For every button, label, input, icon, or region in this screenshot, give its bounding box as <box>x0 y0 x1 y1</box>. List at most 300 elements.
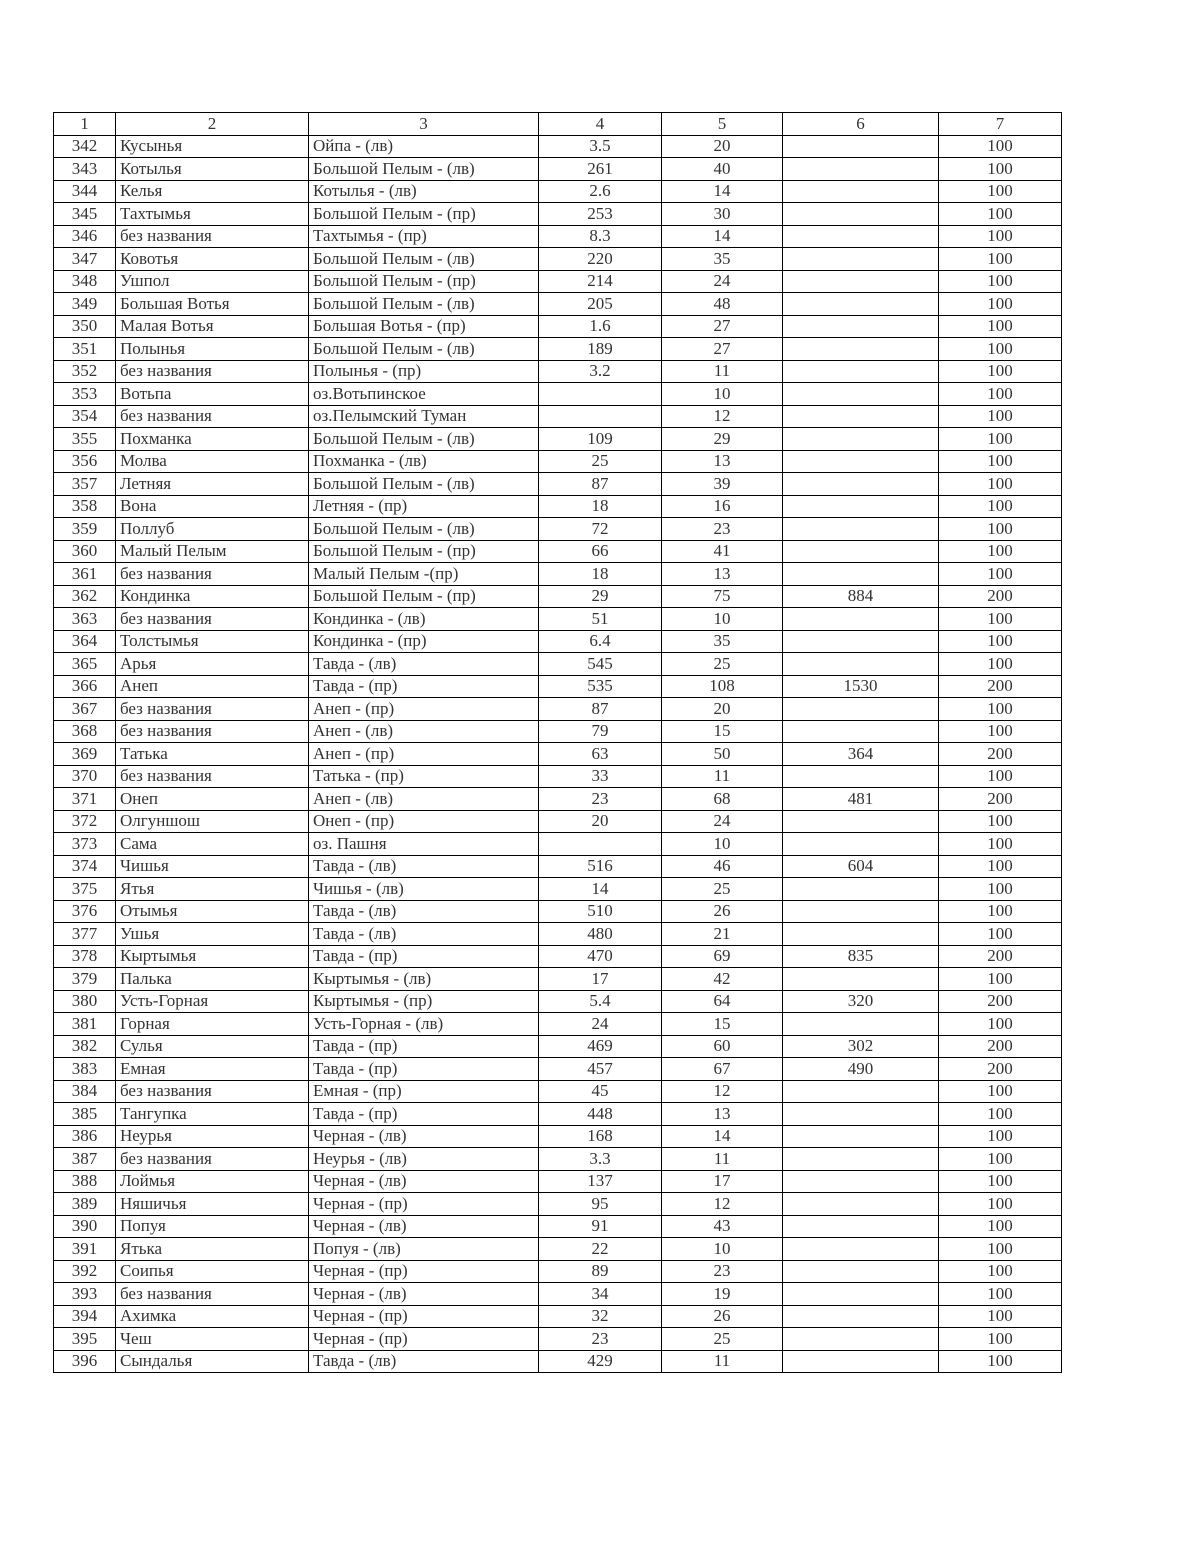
table-row <box>54 990 1062 1013</box>
zone-width-cell: 100 <box>939 1125 1062 1148</box>
distance-cell: 20 <box>539 810 662 833</box>
zone-width-cell: 200 <box>939 675 1062 698</box>
river-name-cell: Усть-Горная <box>116 990 309 1013</box>
length-cell: 24 <box>662 810 783 833</box>
zone-width-cell: 100 <box>939 855 1062 878</box>
length-cell: 75 <box>662 585 783 608</box>
area-cell: 320 <box>783 990 939 1013</box>
distance-cell: 220 <box>539 248 662 271</box>
table-row <box>54 360 1062 383</box>
table-row <box>54 1283 1062 1306</box>
table-row <box>54 563 1062 586</box>
distance-cell <box>539 383 662 406</box>
river-name-cell: Неурья <box>116 1125 309 1148</box>
table-row <box>54 968 1062 991</box>
river-name-cell: Арья <box>116 653 309 676</box>
distance-cell: 545 <box>539 653 662 676</box>
row-number-cell: 384 <box>54 1080 116 1103</box>
distance-cell: 470 <box>539 945 662 968</box>
zone-width-cell: 100 <box>939 1238 1062 1261</box>
zone-width-cell: 100 <box>939 833 1062 856</box>
zone-width-cell: 100 <box>939 540 1062 563</box>
area-cell <box>783 428 939 451</box>
length-cell: 46 <box>662 855 783 878</box>
table-row <box>54 383 1062 406</box>
area-cell <box>783 1350 939 1373</box>
mouth-cell: Черная - (пр) <box>309 1193 539 1216</box>
area-cell <box>783 540 939 563</box>
river-name-cell: Большая Вотья <box>116 293 309 316</box>
row-number-cell: 383 <box>54 1058 116 1081</box>
area-cell: 364 <box>783 743 939 766</box>
row-number-cell: 354 <box>54 405 116 428</box>
river-name-cell: Емная <box>116 1058 309 1081</box>
table-row <box>54 945 1062 968</box>
length-cell: 68 <box>662 788 783 811</box>
length-cell: 20 <box>662 135 783 158</box>
river-name-cell: Похманка <box>116 428 309 451</box>
zone-width-cell: 200 <box>939 990 1062 1013</box>
row-number-cell: 356 <box>54 450 116 473</box>
row-number-cell: 393 <box>54 1283 116 1306</box>
river-name-cell: Сындалья <box>116 1350 309 1373</box>
row-number-cell: 391 <box>54 1238 116 1261</box>
mouth-cell: Большой Пелым - (лв) <box>309 518 539 541</box>
river-name-cell: Чишья <box>116 855 309 878</box>
mouth-cell: Тавда - (лв) <box>309 1350 539 1373</box>
table-row <box>54 585 1062 608</box>
row-number-cell: 345 <box>54 203 116 226</box>
length-cell: 27 <box>662 315 783 338</box>
river-name-cell: Няшичья <box>116 1193 309 1216</box>
river-name-cell: Вотьпа <box>116 383 309 406</box>
area-cell <box>783 1103 939 1126</box>
table-row <box>54 743 1062 766</box>
length-cell: 13 <box>662 450 783 473</box>
river-name-cell: без названия <box>116 563 309 586</box>
river-name-cell: без названия <box>116 765 309 788</box>
row-number-cell: 367 <box>54 698 116 721</box>
river-name-cell: без названия <box>116 698 309 721</box>
river-name-cell: Сама <box>116 833 309 856</box>
row-number-cell: 371 <box>54 788 116 811</box>
length-cell: 12 <box>662 1193 783 1216</box>
table-row <box>54 1148 1062 1171</box>
row-number-cell: 353 <box>54 383 116 406</box>
row-number-cell: 359 <box>54 518 116 541</box>
zone-width-cell: 100 <box>939 248 1062 271</box>
mouth-cell: Тавда - (пр) <box>309 1103 539 1126</box>
river-name-cell: Ахимка <box>116 1305 309 1328</box>
distance-cell <box>539 833 662 856</box>
river-name-cell: Палька <box>116 968 309 991</box>
mouth-cell: Большой Пелым - (пр) <box>309 540 539 563</box>
mouth-cell: Большой Пелым - (пр) <box>309 270 539 293</box>
row-number-cell: 363 <box>54 608 116 631</box>
table-row <box>54 450 1062 473</box>
length-cell: 25 <box>662 653 783 676</box>
river-name-cell: Молва <box>116 450 309 473</box>
mouth-cell: Тавда - (пр) <box>309 675 539 698</box>
area-cell <box>783 270 939 293</box>
distance-cell: 1.6 <box>539 315 662 338</box>
zone-width-cell: 100 <box>939 225 1062 248</box>
zone-width-cell: 100 <box>939 698 1062 721</box>
length-cell: 64 <box>662 990 783 1013</box>
mouth-cell: Кыртымья - (лв) <box>309 968 539 991</box>
table-row <box>54 293 1062 316</box>
zone-width-cell: 100 <box>939 1170 1062 1193</box>
table-row <box>54 135 1062 158</box>
area-cell <box>783 630 939 653</box>
table-row <box>54 248 1062 271</box>
row-number-cell: 357 <box>54 473 116 496</box>
area-cell <box>783 473 939 496</box>
row-number-cell: 375 <box>54 878 116 901</box>
length-cell: 10 <box>662 1238 783 1261</box>
river-name-cell: Малый Пелым <box>116 540 309 563</box>
zone-width-cell: 100 <box>939 473 1062 496</box>
mouth-cell: оз.Вотьпинское <box>309 383 539 406</box>
length-cell: 69 <box>662 945 783 968</box>
river-name-cell: Отымья <box>116 900 309 923</box>
distance-cell: 14 <box>539 878 662 901</box>
distance-cell: 5.4 <box>539 990 662 1013</box>
table-row <box>54 473 1062 496</box>
row-number-cell: 358 <box>54 495 116 518</box>
river-name-cell: Кыртымья <box>116 945 309 968</box>
mouth-cell: Черная - (лв) <box>309 1215 539 1238</box>
river-name-cell: Ятька <box>116 1238 309 1261</box>
table-row <box>54 1103 1062 1126</box>
table-row <box>54 1350 1062 1373</box>
distance-cell: 79 <box>539 720 662 743</box>
distance-cell: 87 <box>539 698 662 721</box>
mouth-cell: оз.Пелымский Туман <box>309 405 539 428</box>
length-cell: 19 <box>662 1283 783 1306</box>
area-cell <box>783 315 939 338</box>
mouth-cell: Большой Пелым - (лв) <box>309 473 539 496</box>
distance-cell: 89 <box>539 1260 662 1283</box>
river-name-cell: Кондинка <box>116 585 309 608</box>
column-header: 1 <box>54 113 116 136</box>
area-cell <box>783 1260 939 1283</box>
river-name-cell: Анеп <box>116 675 309 698</box>
mouth-cell: Анеп - (лв) <box>309 788 539 811</box>
length-cell: 26 <box>662 900 783 923</box>
table-row <box>54 1035 1062 1058</box>
row-number-cell: 343 <box>54 158 116 181</box>
mouth-cell: Черная - (лв) <box>309 1125 539 1148</box>
river-name-cell: Ушпол <box>116 270 309 293</box>
table-row <box>54 270 1062 293</box>
distance-cell: 8.3 <box>539 225 662 248</box>
table-row <box>54 833 1062 856</box>
area-cell: 835 <box>783 945 939 968</box>
river-name-cell: Толстымья <box>116 630 309 653</box>
distance-cell: 3.3 <box>539 1148 662 1171</box>
table-row <box>54 630 1062 653</box>
rivers-table <box>53 112 1062 1373</box>
table-row <box>54 1238 1062 1261</box>
length-cell: 21 <box>662 923 783 946</box>
zone-width-cell: 100 <box>939 630 1062 653</box>
distance-cell: 6.4 <box>539 630 662 653</box>
mouth-cell: Малый Пелым -(пр) <box>309 563 539 586</box>
river-name-cell: без названия <box>116 405 309 428</box>
length-cell: 13 <box>662 1103 783 1126</box>
table-row <box>54 1215 1062 1238</box>
river-name-cell: Вона <box>116 495 309 518</box>
zone-width-cell: 100 <box>939 1350 1062 1373</box>
table-row <box>54 1193 1062 1216</box>
zone-width-cell: 100 <box>939 878 1062 901</box>
mouth-cell: Тавда - (лв) <box>309 653 539 676</box>
row-number-cell: 352 <box>54 360 116 383</box>
mouth-cell: Тавда - (пр) <box>309 1035 539 1058</box>
area-cell <box>783 360 939 383</box>
mouth-cell: Емная - (пр) <box>309 1080 539 1103</box>
area-cell <box>783 1170 939 1193</box>
table-row <box>54 1305 1062 1328</box>
zone-width-cell: 100 <box>939 1215 1062 1238</box>
distance-cell: 45 <box>539 1080 662 1103</box>
zone-width-cell: 100 <box>939 518 1062 541</box>
length-cell: 20 <box>662 698 783 721</box>
column-header: 7 <box>939 113 1062 136</box>
river-name-cell: Соипья <box>116 1260 309 1283</box>
mouth-cell: Онеп - (пр) <box>309 810 539 833</box>
distance-cell: 457 <box>539 1058 662 1081</box>
zone-width-cell: 100 <box>939 293 1062 316</box>
column-header: 3 <box>309 113 539 136</box>
row-number-cell: 366 <box>54 675 116 698</box>
zone-width-cell: 100 <box>939 1080 1062 1103</box>
table-body <box>54 113 1062 1373</box>
mouth-cell: Усть-Горная - (лв) <box>309 1013 539 1036</box>
area-cell <box>783 698 939 721</box>
area-cell <box>783 1328 939 1351</box>
river-name-cell: без названия <box>116 1080 309 1103</box>
table-row <box>54 315 1062 338</box>
zone-width-cell: 100 <box>939 720 1062 743</box>
mouth-cell: Кыртымья - (пр) <box>309 990 539 1013</box>
zone-width-cell: 100 <box>939 1013 1062 1036</box>
area-cell: 490 <box>783 1058 939 1081</box>
length-cell: 35 <box>662 248 783 271</box>
river-name-cell: Малая Вотья <box>116 315 309 338</box>
zone-width-cell: 200 <box>939 1035 1062 1058</box>
table-row <box>54 1328 1062 1351</box>
area-cell <box>783 810 939 833</box>
area-cell: 302 <box>783 1035 939 1058</box>
table-row <box>54 180 1062 203</box>
area-cell <box>783 338 939 361</box>
table-row <box>54 1058 1062 1081</box>
zone-width-cell: 100 <box>939 810 1062 833</box>
table-row <box>54 203 1062 226</box>
row-number-cell: 361 <box>54 563 116 586</box>
length-cell: 24 <box>662 270 783 293</box>
area-cell <box>783 180 939 203</box>
distance-cell: 95 <box>539 1193 662 1216</box>
column-header: 4 <box>539 113 662 136</box>
distance-cell: 469 <box>539 1035 662 1058</box>
distance-cell: 168 <box>539 1125 662 1148</box>
area-cell <box>783 293 939 316</box>
mouth-cell: Большой Пелым - (лв) <box>309 248 539 271</box>
zone-width-cell: 100 <box>939 428 1062 451</box>
zone-width-cell: 100 <box>939 1328 1062 1351</box>
distance-cell: 3.2 <box>539 360 662 383</box>
river-name-cell: Ковотья <box>116 248 309 271</box>
river-name-cell: Кусынья <box>116 135 309 158</box>
mouth-cell: Черная - (лв) <box>309 1283 539 1306</box>
row-number-cell: 368 <box>54 720 116 743</box>
distance-cell: 17 <box>539 968 662 991</box>
area-cell <box>783 1215 939 1238</box>
zone-width-cell: 100 <box>939 968 1062 991</box>
table-row <box>54 653 1062 676</box>
zone-width-cell: 100 <box>939 1148 1062 1171</box>
river-name-cell: без названия <box>116 1283 309 1306</box>
length-cell: 14 <box>662 1125 783 1148</box>
length-cell: 23 <box>662 518 783 541</box>
column-header: 2 <box>116 113 309 136</box>
length-cell: 29 <box>662 428 783 451</box>
river-name-cell: Сулья <box>116 1035 309 1058</box>
river-name-cell: Тангупка <box>116 1103 309 1126</box>
row-number-cell: 369 <box>54 743 116 766</box>
zone-width-cell: 100 <box>939 180 1062 203</box>
row-number-cell: 380 <box>54 990 116 1013</box>
area-cell <box>783 248 939 271</box>
mouth-cell: Котылья - (лв) <box>309 180 539 203</box>
table-row <box>54 855 1062 878</box>
zone-width-cell: 200 <box>939 585 1062 608</box>
mouth-cell: Неурья - (лв) <box>309 1148 539 1171</box>
mouth-cell: Тавда - (лв) <box>309 900 539 923</box>
mouth-cell: Кондинка - (пр) <box>309 630 539 653</box>
row-number-cell: 385 <box>54 1103 116 1126</box>
mouth-cell: Черная - (пр) <box>309 1305 539 1328</box>
row-number-cell: 364 <box>54 630 116 653</box>
area-cell: 884 <box>783 585 939 608</box>
area-cell <box>783 720 939 743</box>
zone-width-cell: 100 <box>939 450 1062 473</box>
length-cell: 10 <box>662 383 783 406</box>
length-cell: 10 <box>662 833 783 856</box>
table-row <box>54 428 1062 451</box>
row-number-cell: 377 <box>54 923 116 946</box>
area-cell <box>783 1283 939 1306</box>
distance-cell: 66 <box>539 540 662 563</box>
length-cell: 12 <box>662 1080 783 1103</box>
distance-cell: 137 <box>539 1170 662 1193</box>
zone-width-cell: 100 <box>939 158 1062 181</box>
table-row <box>54 608 1062 631</box>
table-row <box>54 518 1062 541</box>
area-cell <box>783 653 939 676</box>
row-number-cell: 379 <box>54 968 116 991</box>
zone-width-cell: 100 <box>939 923 1062 946</box>
distance-cell: 23 <box>539 788 662 811</box>
distance-cell: 448 <box>539 1103 662 1126</box>
zone-width-cell: 200 <box>939 945 1062 968</box>
distance-cell: 87 <box>539 473 662 496</box>
river-name-cell: Котылья <box>116 158 309 181</box>
table-row <box>54 405 1062 428</box>
length-cell: 30 <box>662 203 783 226</box>
zone-width-cell: 100 <box>939 765 1062 788</box>
area-cell <box>783 203 939 226</box>
column-header: 6 <box>783 113 939 136</box>
zone-width-cell: 100 <box>939 383 1062 406</box>
distance-cell: 109 <box>539 428 662 451</box>
column-header: 5 <box>662 113 783 136</box>
mouth-cell: Чишья - (лв) <box>309 878 539 901</box>
length-cell: 11 <box>662 1350 783 1373</box>
table-row <box>54 1125 1062 1148</box>
row-number-cell: 355 <box>54 428 116 451</box>
river-name-cell: Полынья <box>116 338 309 361</box>
area-cell <box>783 608 939 631</box>
mouth-cell: Тавда - (пр) <box>309 1058 539 1081</box>
distance-cell: 91 <box>539 1215 662 1238</box>
distance-cell: 253 <box>539 203 662 226</box>
zone-width-cell: 100 <box>939 563 1062 586</box>
length-cell: 48 <box>662 293 783 316</box>
zone-width-cell: 100 <box>939 405 1062 428</box>
table-row <box>54 765 1062 788</box>
distance-cell: 72 <box>539 518 662 541</box>
mouth-cell: Ойпа - (лв) <box>309 135 539 158</box>
table-row <box>54 338 1062 361</box>
table-row <box>54 1080 1062 1103</box>
zone-width-cell: 200 <box>939 788 1062 811</box>
zone-width-cell: 100 <box>939 203 1062 226</box>
area-cell <box>783 833 939 856</box>
zone-width-cell: 100 <box>939 1283 1062 1306</box>
row-number-cell: 344 <box>54 180 116 203</box>
mouth-cell: Большой Пелым - (лв) <box>309 428 539 451</box>
river-name-cell: Горная <box>116 1013 309 1036</box>
river-name-cell: Чеш <box>116 1328 309 1351</box>
distance-cell: 3.5 <box>539 135 662 158</box>
river-name-cell: без названия <box>116 1148 309 1171</box>
river-name-cell: без названия <box>116 608 309 631</box>
mouth-cell: Большой Пелым - (лв) <box>309 158 539 181</box>
area-cell <box>783 878 939 901</box>
table-row <box>54 900 1062 923</box>
distance-cell: 23 <box>539 1328 662 1351</box>
mouth-cell: Большой Пелым - (лв) <box>309 338 539 361</box>
distance-cell: 480 <box>539 923 662 946</box>
row-number-cell: 382 <box>54 1035 116 1058</box>
distance-cell: 32 <box>539 1305 662 1328</box>
distance-cell: 25 <box>539 450 662 473</box>
mouth-cell: Большой Пелым - (лв) <box>309 293 539 316</box>
river-name-cell: Олгуншош <box>116 810 309 833</box>
river-name-cell: Лоймья <box>116 1170 309 1193</box>
mouth-cell: Большой Пелым - (пр) <box>309 203 539 226</box>
zone-width-cell: 100 <box>939 135 1062 158</box>
row-number-cell: 342 <box>54 135 116 158</box>
zone-width-cell: 100 <box>939 1193 1062 1216</box>
mouth-cell: Попуя - (лв) <box>309 1238 539 1261</box>
length-cell: 26 <box>662 1305 783 1328</box>
river-name-cell: Поллуб <box>116 518 309 541</box>
